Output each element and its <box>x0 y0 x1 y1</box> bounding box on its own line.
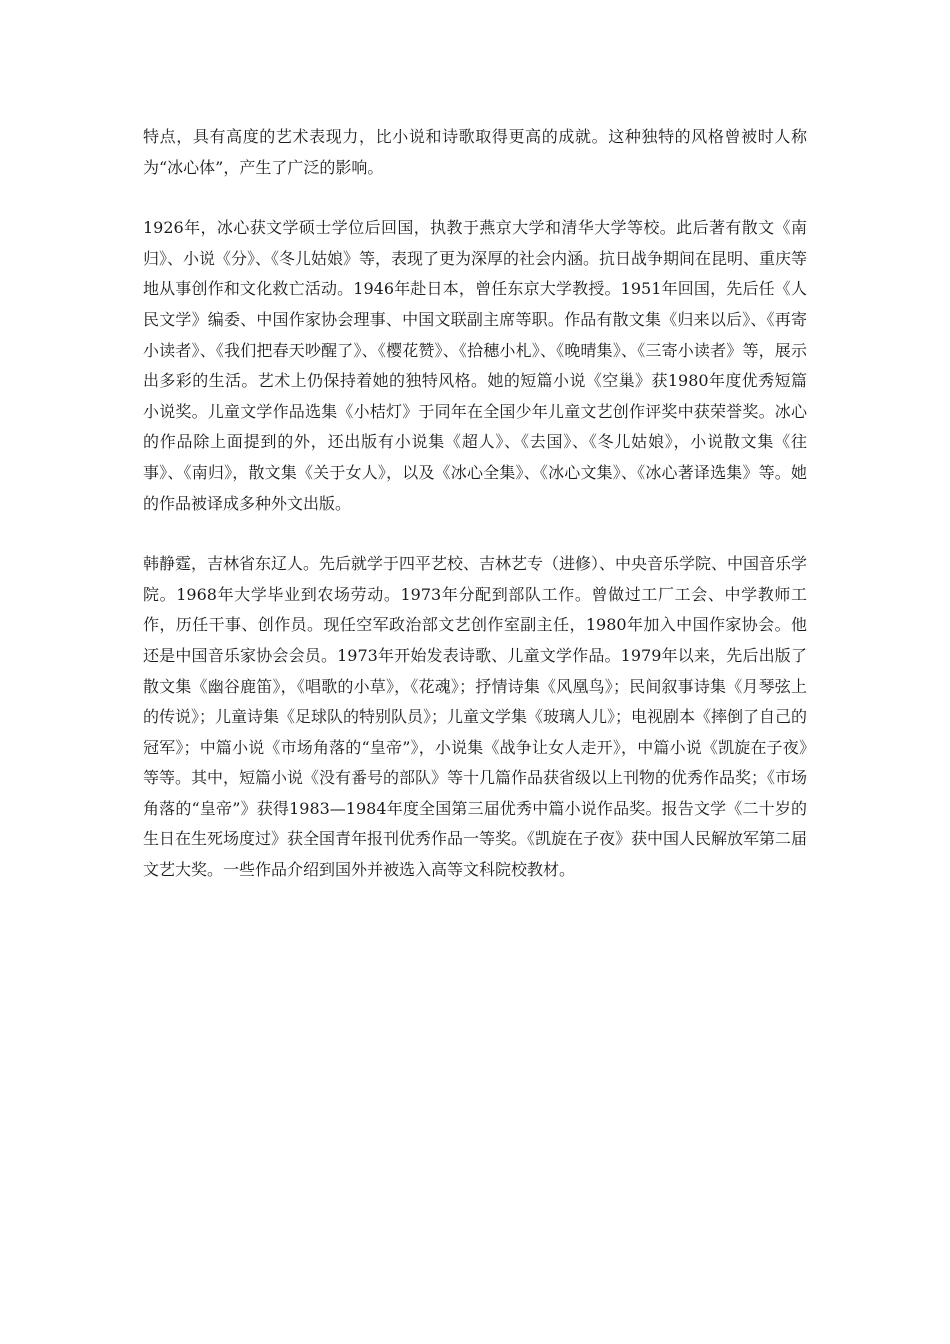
paragraph-bingxin-style: 特点，具有高度的艺术表现力，比小说和诗歌取得更高的成就。这种独特的风格曾被时人称为“冰心体”，产生了广泛的影响。 <box>143 127 807 177</box>
paragraph-bingxin-biography: 1926年，冰心获文学硕士学位后回国，执教于燕京大学和清华大学等校。此后著有散文《南归》、小说《分》、《冬儿姑娘》等，表现了更为深厚的社会内涵。抗日战争期间在昆明、重庆等地从事创作和文化救亡活动。1946年赴日本，曾任东京大学教授。1951年回国，先后任《人民文学》编委、中国作家协会理事、中国文联副主席等职。作品有散文集《归来以后》、《再寄小读者》、《我们把春天吵醒了》、《樱花赞》、《拾穗小札》、《晚晴集》、《三寄小读者》等，展示出多彩的生活。艺术上仍保持着她的独特风格。她的短篇小说《空巢》获1980年度优秀短篇小说奖。儿童文学作品选集《小桔灯》于同年在全国少年儿童文艺创作评奖中获荣誉奖。冰心的作品除上面提到的外，还出版有小说集《超人》、《去国》、《冬儿姑娘》，小说散文集《往事》、《南归》，散文集《关于女人》，以及《冰心全集》、《冰心文集》、《冰心著译选集》等。她的作品被译成多种外文出版。 <box>143 218 808 513</box>
document-body <box>143 122 807 886</box>
paragraph-han-jingting-biography: 韩静霆，吉林省东辽人。先后就学于四平艺校、吉林艺专（进修）、中央音乐学院、中国音乐学院。1968年大学毕业到农场劳动。1973年分配到部队工作。曾做过工厂工会、中学教师工作，历任干事、创作员。现任空军政治部文艺创作室副主任，1980年加入中国作家协会。他还是中国音乐家协会会员。1973年开始发表诗歌、儿童文学作品。1979年以来，先后出版了散文集《幽谷鹿笛》，《唱歌的小草》，《花魂》；抒情诗集《风凰鸟》；民间叙事诗集《月琴弦上的传说》；儿童诗集《足球队的特别队员》；儿童文学集《玻璃人儿》；电视剧本《摔倒了自己的冠军》；中篇小说《市场角落的“皇帝”》，小说集《战争让女人走开》，中篇小说《凯旋在子夜》等等。其中，短篇小说《没有番号的部队》等十几篇作品获省级以上刊物的优秀作品奖；《市场角落的“皇帝”》获得1983—1984年度全国第三届优秀中篇小说作品奖。报告文学《二十岁的生日在生死场度过》获全国青年报刊优秀作品一等奖。《凯旋在子夜》获中国人民解放军第二届文艺大奖。一些作品介绍到国外并被选入高等文科院校教材。 <box>143 554 808 880</box>
